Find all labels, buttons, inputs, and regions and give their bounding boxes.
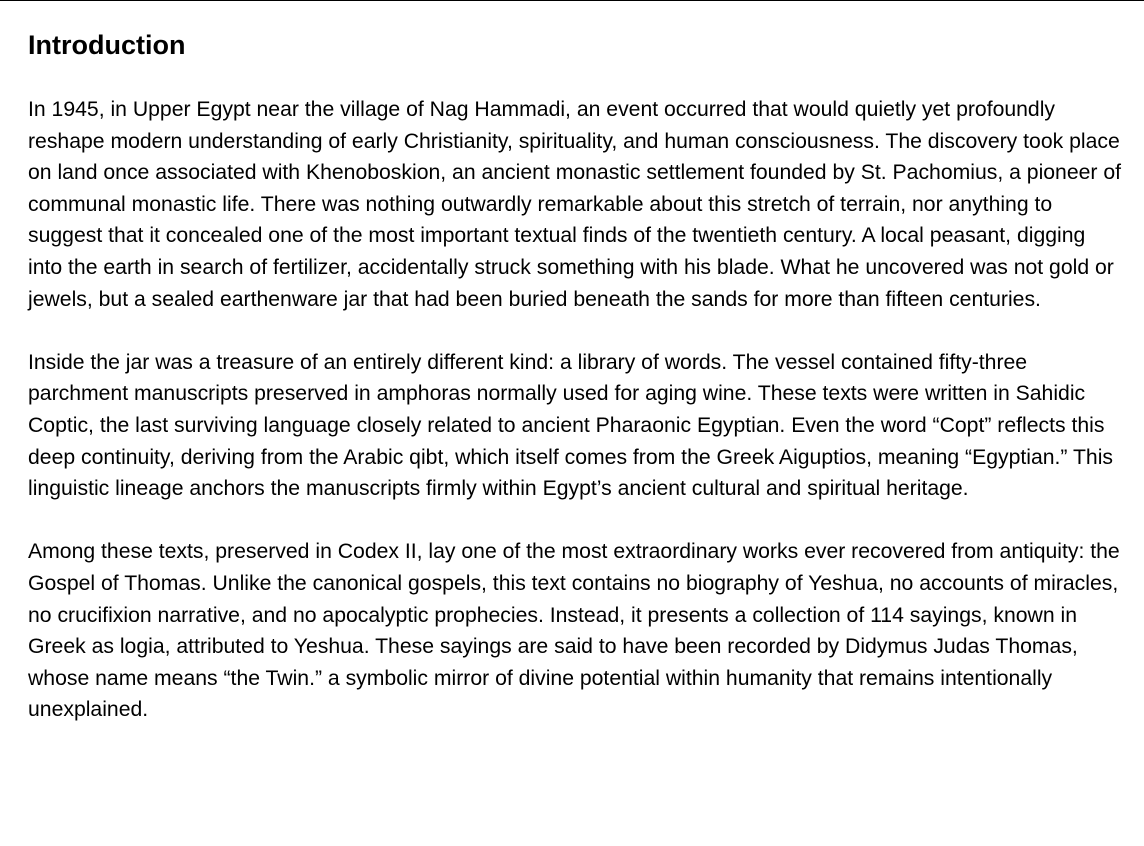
paragraph-3: Among these texts, preserved in Codex II, lay one of the most extraordinary works ever recovered from antiquity: the Gospel of Thomas. Unlike the canonical gospels, this text contains no biography of Yeshua, no accounts of miracles, no crucifixion narrative, and no apocalyptic prophecies. Instead, it presents a collection of 114 sayings, known in Greek as logia, attributed to Yeshua. These sayings are said to have been recorded by Didymus Judas Thomas, whose name means “the Twin.” a symbolic mirror of divine potential within humanity that remains intentionally unexplained.: [28, 540, 1120, 722]
section-heading: Introduction: [28, 30, 186, 60]
paragraph-1: In 1945, in Upper Egypt near the village of Nag Hammadi, an event occurred that would quietly yet profoundly reshape modern understanding of early Christianity, spirituality, and human consciousness. The discovery took place on land once associated with Khenoboskion, an ancient monastic settlement founded by St. Pachomius, a pioneer of communal monastic life. There was nothing outwardly remarkable about this stretch of terrain, nor anything to suggest that it concealed one of the most important textual finds of the twentieth century. A local peasant, digging into the earth in search of fertilizer, accidentally struck something with his blade. What he uncovered was not gold or jewels, but a sealed earthenware jar that had been buried beneath the sands for more than fifteen centuries.: [28, 98, 1122, 311]
top-border-line: [0, 0, 1144, 1]
document-body: [28, 28, 1124, 726]
paragraph-2: Inside the jar was a treasure of an entirely different kind: a library of words. The vessel contained fifty-three parchment manuscripts preserved in amphoras normally used for aging wine. These texts were written in Sahidic Coptic, the last surviving language closely related to ancient Pharaonic Egyptian. Even the word “Copt” reflects this deep continuity, deriving from the Arabic qibt, which itself comes from the Greek Aiguptios, meaning “Egyptian.” This linguistic lineage anchors the manuscripts firmly within Egypt’s ancient cultural and spiritual heritage.: [28, 350, 1114, 501]
